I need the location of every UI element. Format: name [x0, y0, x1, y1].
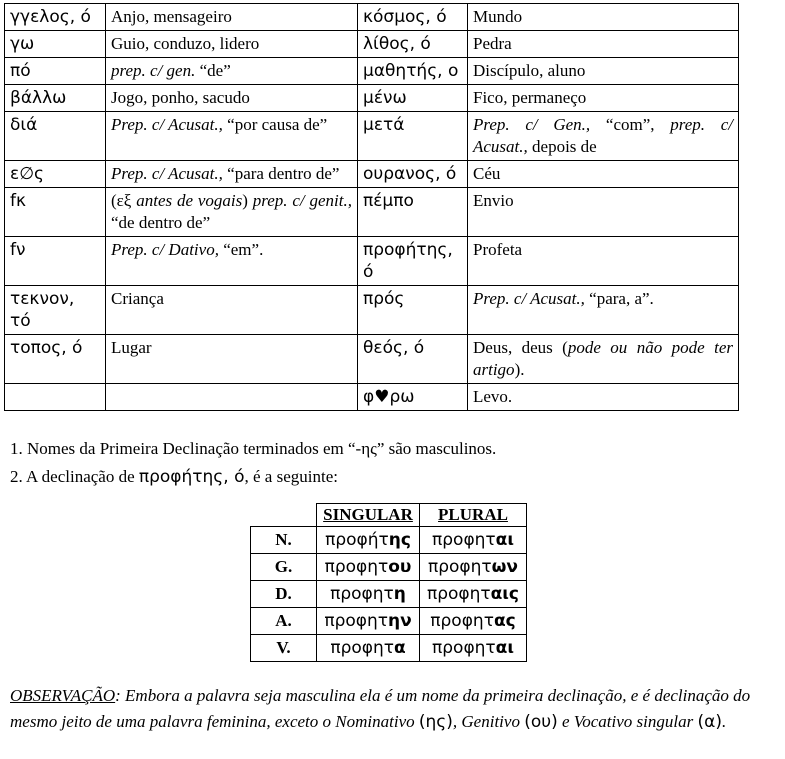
meaning-segment: “com”, [590, 115, 671, 134]
portuguese-meaning [106, 31, 358, 58]
portuguese-meaning [468, 335, 739, 384]
meaning-segment: “em”. [218, 240, 264, 259]
portuguese-meaning [106, 188, 358, 237]
portuguese-meaning [468, 85, 739, 112]
greek-word: μένω [358, 85, 468, 112]
greek-word: fν [5, 237, 106, 286]
vocab-row [5, 384, 739, 411]
form-ending: ας [493, 611, 516, 631]
note-2-prefix: 2. A declinação de [10, 467, 139, 486]
greek-word: τεκνον, τό [5, 286, 106, 335]
case-label: V. [251, 635, 317, 662]
meaning-segment: prep. c/ gen. [111, 61, 196, 80]
meaning-segment: “por causa de” [222, 115, 328, 134]
case-label: A. [251, 608, 317, 635]
declension-row [251, 608, 527, 635]
note-2 [10, 465, 496, 493]
form-ending: αι [495, 638, 514, 658]
vocab-row [5, 161, 739, 188]
observation-text-1: : Embora a palavra seja masculina ela é um nome da primeira declinação, e é declinação do mesmo jeito de uma palavra feminina, exceto o Nominativo [10, 686, 751, 731]
note-1: 1. Nomes da Primeira Declinação terminados em “-ης” são masculinos. [10, 439, 497, 458]
meaning-segment: Profeta [473, 240, 523, 259]
meaning-segment: pode ou não pode ter artigo [473, 338, 733, 379]
plural-form [420, 581, 527, 608]
declension-header-plural: PLURAL [420, 504, 527, 527]
vocab-row [5, 58, 739, 85]
greek-word: ουρανος, ό [358, 161, 468, 188]
vocab-row [5, 85, 739, 112]
greek-word [5, 384, 106, 411]
form-stem: προφητ [427, 557, 492, 577]
portuguese-meaning [468, 384, 739, 411]
declension-row [251, 635, 527, 662]
meaning-segment: Prep. c/ Gen., [473, 115, 591, 134]
meaning-segment: Prep. c/ Acusat., [473, 289, 585, 308]
portuguese-meaning [468, 58, 739, 85]
singular-form [317, 635, 420, 662]
greek-word: διά [5, 112, 106, 161]
meaning-segment: Levo. [473, 387, 513, 406]
meaning-segment: Prep. c/ Acusat., [111, 115, 223, 134]
note-2-suffix: , é a seguinte: [244, 467, 338, 486]
observation-greek-1: (ης) [418, 711, 453, 732]
form-stem: προφητ [324, 557, 389, 577]
form-ending: ην [387, 611, 412, 631]
case-label: D. [251, 581, 317, 608]
meaning-segment: Deus, deus ( [473, 338, 568, 357]
singular-form [317, 554, 420, 581]
singular-form [317, 527, 420, 554]
meaning-segment: Pedra [473, 34, 512, 53]
meaning-segment: ). [514, 360, 525, 379]
vocab-row [5, 335, 739, 384]
form-stem: προφητ [324, 611, 388, 631]
greek-word: βάλλω [5, 85, 106, 112]
meaning-segment: prep. c/ Acusat., [473, 115, 733, 156]
portuguese-meaning [468, 31, 739, 58]
declension-row [251, 554, 527, 581]
meaning-segment: Prep. c/ Acusat., [111, 164, 223, 183]
meaning-segment: Fico, permaneço [473, 88, 587, 107]
observation-text-4: . [721, 711, 727, 731]
observation-text-3: e Vocativo singular [557, 711, 698, 731]
note-2-word: προφήτης, ό [138, 467, 245, 487]
plural-form [420, 608, 527, 635]
form-ending: αι [495, 530, 514, 550]
meaning-segment: Céu [473, 164, 501, 183]
declension-row [251, 581, 527, 608]
greek-word: πό [5, 58, 106, 85]
plural-form [420, 554, 527, 581]
form-stem: προφητ [426, 584, 491, 604]
singular-form [317, 608, 420, 635]
vocabulary-table [4, 3, 739, 411]
form-ending: η [393, 584, 406, 604]
plural-form [420, 635, 527, 662]
meaning-segment: “para, a”. [584, 289, 654, 308]
greek-word: μαθητής, ο [358, 58, 468, 85]
meaning-segment: “de” [195, 61, 231, 80]
declension-table [250, 503, 527, 662]
notes [10, 437, 496, 493]
portuguese-meaning [106, 4, 358, 31]
vocab-row [5, 31, 739, 58]
greek-word: κόσμος, ό [358, 4, 468, 31]
greek-word: λίθος, ό [358, 31, 468, 58]
greek-word: fκ [5, 188, 106, 237]
portuguese-meaning [468, 237, 739, 286]
meaning-segment: “para dentro de” [222, 164, 340, 183]
greek-word: μετά [358, 112, 468, 161]
form-ending: ης [388, 530, 411, 550]
meaning-segment: ) [242, 191, 253, 210]
meaning-segment: (εξ [111, 191, 137, 210]
portuguese-meaning [468, 4, 739, 31]
portuguese-meaning [106, 112, 358, 161]
vocab-row [5, 4, 739, 31]
portuguese-meaning [468, 112, 739, 161]
portuguese-meaning [468, 188, 739, 237]
portuguese-meaning [106, 286, 358, 335]
form-stem: προφητ [330, 584, 394, 604]
greek-word: προφήτης, ό [358, 237, 468, 286]
meaning-segment: Anjo, mensageiro [111, 7, 232, 26]
meaning-segment: Criança [111, 289, 164, 308]
declension-row [251, 527, 527, 554]
meaning-segment: Discípulo, aluno [473, 61, 586, 80]
form-ending: ου [388, 557, 412, 577]
portuguese-meaning [106, 335, 358, 384]
plural-form [420, 527, 527, 554]
greek-word: θεός, ό [358, 335, 468, 384]
portuguese-meaning [468, 286, 739, 335]
observation-label: OBSERVAÇÃO [10, 686, 116, 705]
portuguese-meaning [468, 161, 739, 188]
observation-text-2: , Genitivo [452, 711, 525, 731]
greek-word: πρός [358, 286, 468, 335]
form-stem: προφήτ [325, 530, 389, 550]
portuguese-meaning [106, 85, 358, 112]
meaning-segment: antes de vogais [136, 191, 243, 210]
form-ending: α [393, 638, 406, 658]
meaning-segment: Mundo [473, 7, 523, 26]
meaning-segment: Lugar [111, 338, 152, 357]
meaning-segment: depois de [527, 137, 597, 156]
declension-header-singular: SINGULAR [317, 504, 420, 527]
form-stem: προφητ [432, 530, 496, 550]
form-stem: προφητ [432, 638, 496, 658]
vocab-row [5, 188, 739, 237]
form-ending: αις [490, 584, 520, 604]
greek-word: ε∅ς [5, 161, 106, 188]
singular-form [317, 581, 420, 608]
meaning-segment: Jogo, ponho, sacudo [111, 88, 250, 107]
observation-greek-3: (α) [697, 711, 722, 732]
vocab-row [5, 237, 739, 286]
form-stem: προφητ [330, 638, 394, 658]
greek-word: φ♥ρω [358, 384, 468, 411]
greek-word: γω [5, 31, 106, 58]
portuguese-meaning [106, 161, 358, 188]
meaning-segment: Envio [473, 191, 514, 210]
greek-word: πέμπο [358, 188, 468, 237]
portuguese-meaning [106, 237, 358, 286]
greek-word: τοπος, ό [5, 335, 106, 384]
portuguese-meaning [106, 384, 358, 411]
vocab-row [5, 112, 739, 161]
meaning-segment: “de dentro de” [111, 213, 211, 232]
case-label: N. [251, 527, 317, 554]
meaning-segment: Prep. c/ Dativo, [111, 240, 219, 259]
observation-greek-2: (ου) [524, 711, 558, 732]
greek-word: γγελος, ό [5, 4, 106, 31]
meaning-segment: prep. c/ genit., [252, 191, 352, 210]
portuguese-meaning [106, 58, 358, 85]
form-ending: ων [491, 557, 518, 577]
observation [10, 683, 780, 735]
form-stem: προφητ [430, 611, 494, 631]
meaning-segment: Guio, conduzo, lidero [111, 34, 260, 53]
declension-corner [251, 504, 317, 527]
vocab-row [5, 286, 739, 335]
case-label: G. [251, 554, 317, 581]
